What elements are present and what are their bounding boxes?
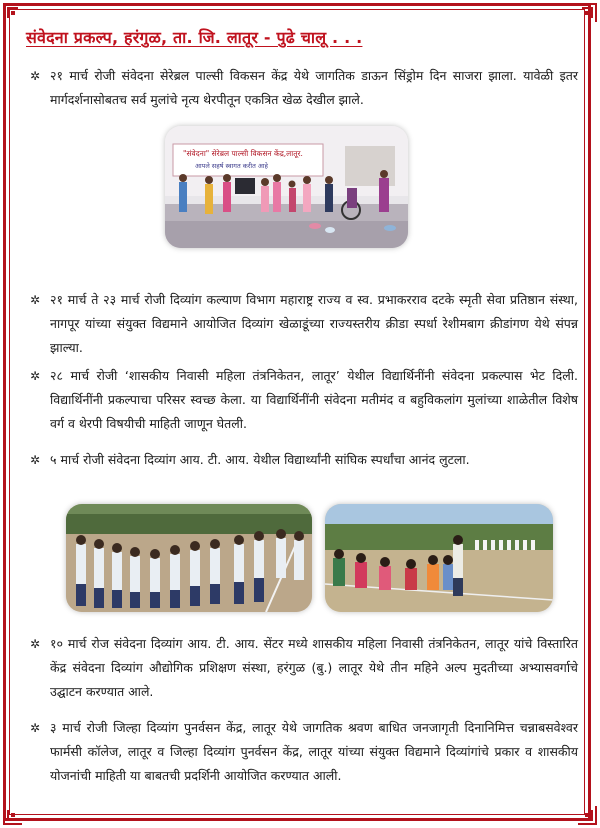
banner-text: आपले सहर्ष स्वागत करीत आहे [195, 162, 268, 170]
event-photo-tug-of-war-boys [66, 504, 312, 612]
banner-text: "संवेदना" सेरेब्रल पाल्सी विकसन केंद्र,लातूर. [183, 149, 303, 158]
list-item-text: २१ मार्च रोजी संवेदना सेरेब्रल पाल्सी विकसन केंद्र येथे जागतिक डाऊन सिंड्रोम दिन साजरा झाला. यावेळी इतर मार्गदर्शनासोबतच सर्व मुलांचे नृत्य थेरपीतून एकत्रित खेळ देखील झाले. [50, 68, 578, 107]
list-item [30, 64, 578, 112]
star-bullet-icon: ✲ [30, 369, 41, 383]
list-item-text: २८ मार्च रोजी ‘शासकीय निवासी महिला तंत्रनिकेतन, लातूर’ येथील विद्यार्थिनींनी संवेदना प्रकल्पास भेट दिली. विद्यार्थिनींनी प्रकल्पाचा परिसर स्वच्छ केला. या विद्यार्थिनींनी संवेदना मतीमंद व बहुविकलांग मुलांच्या शाळेतील विशेष वर्ग व थेरपी विषयीची माहिती जाणून घेतली. [50, 368, 578, 431]
list-item-text: ५ मार्च रोजी संवेदना दिव्यांग आय. टी. आय. येथील विद्यार्थ्यांनी सांघिक स्पर्धांचा आनंद लुटला. [50, 452, 470, 467]
star-bullet-icon: ✲ [30, 69, 41, 83]
list-item [30, 364, 578, 436]
list-item [30, 288, 578, 360]
event-photo-tug-of-war-girls [325, 504, 553, 612]
event-photo-down-syndrome-day [165, 126, 408, 248]
list-item-text: २१ मार्च ते २३ मार्च रोजी दिव्यांग कल्याण विभाग महाराष्ट्र राज्य व स्व. प्रभाकरराव दटके स्मृती सेवा प्रतिष्ठान संस्था, नागपूर यांच्या संयुक्त विद्यमाने आयोजित दिव्यांग खेळाडूंच्या राज्यस्तरीय क्रीडा स्पर्धा रेशीमबाग क्रीडांगण येथे संपन्न झाल्या. [50, 292, 578, 355]
corner-ornament-icon [576, 804, 598, 826]
star-bullet-icon: ✲ [30, 637, 41, 651]
list-item [30, 716, 578, 788]
list-item [30, 632, 578, 704]
list-item-text: १० मार्च रोज संवेदना दिव्यांग आय. टी. आय. सेंटर मध्ये शासकीय महिला निवासी तंत्रनिकेतन, लातूर यांचे विस्तारित केंद्र संवेदना दिव्यांग औद्योगिक प्रशिक्षण संस्था, हरंगुळ (बु.) लातूर येथे तीन महिने अल्प मुदतीच्या अभ्यासवर्गाचे उद्घाटन करण्यात आले. [50, 636, 578, 699]
star-bullet-icon: ✲ [30, 453, 41, 467]
corner-ornament-icon [576, 2, 598, 24]
corner-ornament-icon [2, 804, 24, 826]
star-bullet-icon: ✲ [30, 293, 41, 307]
page-title: संवेदना प्रकल्प, हरंगुळ, ता. जि. लातूर - पुढे चालू . . . [26, 28, 363, 47]
list-item [30, 448, 578, 472]
star-bullet-icon: ✲ [30, 721, 41, 735]
list-item-text: ३ मार्च रोजी जिल्हा दिव्यांग पुनर्वसन केंद्र, लातूर येथे जागतिक श्रवण बाधित जनजागृती दिनानिमित्त चन्नाबसवेश्वर फार्मसी कॉलेज, लातूर व जिल्हा दिव्यांग पुनर्वसन केंद्र, लातूर यांच्या संयुक्त विद्यमाने दिव्यांगांचे प्रकार व शासकीय योजनांची माहिती या बाबतची प्रदर्शिनी आयोजित करण्यात आली. [50, 720, 578, 783]
corner-ornament-icon [2, 2, 24, 24]
